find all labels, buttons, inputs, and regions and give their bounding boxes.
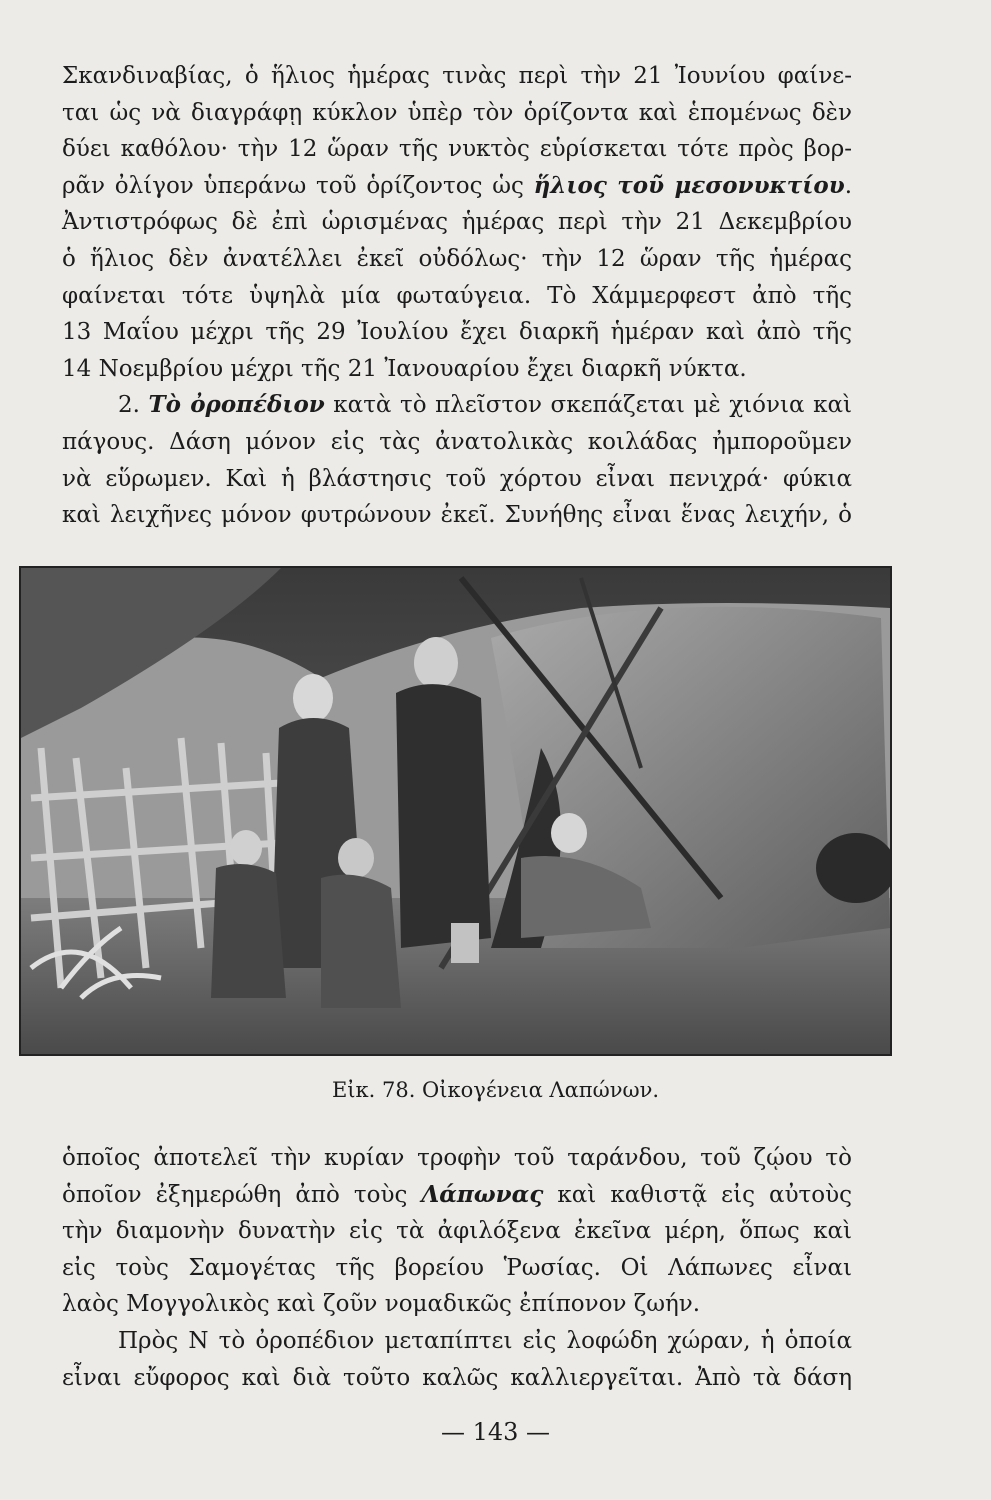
text-run: ὁποῖον ἐξημερώθη ἀπὸ τοὺς	[62, 1181, 422, 1208]
section-2-heading-line	[62, 387, 852, 424]
photo-lapp-family	[19, 566, 892, 1056]
emphasis-midnight-sun: ἥλιος τοῦ μεσονυκτίου	[533, 171, 845, 199]
text-line: φαίνεται τότε ὑψηλὰ μία φωταύγεια. Τὸ Χάμμερφεστ ἀπὸ τῆς	[62, 282, 852, 309]
text-line	[62, 168, 852, 205]
kettle	[451, 923, 479, 963]
text-block-top	[62, 58, 852, 534]
text-line: καὶ λειχῆνες μόνον φυτρώνουν ἐκεῖ. Συνήθης εἶναι ἕνας λειχήν, ὁ	[62, 502, 852, 529]
text-line: Πρὸς Ν τὸ ὀροπέδιον μεταπίπτει εἰς λοφώδη χώραν, ἡ ὁποία	[118, 1327, 852, 1354]
text-block-bottom	[62, 1140, 852, 1396]
text-line: ὁ ἥλιος δὲν ἀνατέλλει ἐκεῖ οὐδόλως· τὴν 12 ὥραν τῆς ἡμέρας	[62, 245, 852, 272]
page-number: — 143 —	[440, 1418, 551, 1446]
text-run: κατὰ τὸ πλεῖστον σκεπάζεται μὲ χιόνια καὶ	[324, 392, 853, 419]
text-line: ὁποῖος ἀποτελεῖ τὴν κυρίαν τροφὴν τοῦ ταράνδου, τοῦ ζῴου τὸ	[62, 1145, 852, 1171]
text-line: 14 Νοεμβρίου μέχρι τῆς 21 Ἰανουαρίου ἔχει διαρκῆ νύκτα.	[62, 355, 747, 382]
figure-caption: Εἰκ. 78. Οἰκογένεια Λαπώνων.	[331, 1078, 660, 1102]
emphasis-lapps: Λάπωνας	[421, 1180, 544, 1208]
photo-illustration	[21, 568, 890, 1054]
text-line: ται ὡς νὰ διαγράφῃ κύκλον ὑπὲρ τὸν ὁρίζοντα καὶ ἑπομένως δὲν	[62, 99, 852, 126]
text-line: Σκανδιναβίας, ὁ ἥλιος ἡμέρας τινὰς περὶ τὴν 21 Ἰουνίου φαίνε-	[62, 63, 852, 89]
text-line: δύει καθόλου· τὴν 12 ὥραν τῆς νυκτὸς εὑρίσκεται τότε πρὸς βορ-	[62, 136, 852, 163]
section-number: 2.	[118, 392, 149, 419]
text-line: 13 Μαΐου μέχρι τῆς 29 Ἰουλίου ἔχει διαρκῆ ἡμέραν καὶ ἀπὸ τῆς	[62, 319, 852, 346]
text-run: .	[844, 172, 852, 199]
text-run: ρᾶν ὀλίγον ὑπεράνω τοῦ ὁρίζοντος ὡς	[62, 172, 534, 199]
text-line: Ἀντιστρόφως δὲ ἐπὶ ὡρισμένας ἡμέρας περὶ τὴν 21 Δεκεμβρίου	[62, 209, 852, 236]
text-line: λαὸς Μογγολικὸς καὶ ζοῦν νομαδικῶς ἐπίπονον ζωήν.	[62, 1291, 701, 1318]
text-line: νὰ εὕρωμεν. Καὶ ἡ βλάστησις τοῦ χόρτου εἶναι πενιχρά· φύκια	[62, 465, 852, 492]
text-run: καὶ καθιστᾷ εἰς αὐτοὺς	[543, 1181, 852, 1208]
text-line	[62, 1177, 852, 1214]
text-line: τὴν διαμονὴν δυνατὴν εἰς τὰ ἀφιλόξενα ἐκεῖνα μέρη, ὅπως καὶ	[62, 1218, 852, 1245]
text-line: εἰς τοὺς Σαμογέτας τῆς βορείου Ῥωσίας. Οἱ Λάπωνες εἶναι	[62, 1254, 852, 1281]
text-line: πάγους. Δάση μόνον εἰς τὰς ἀνατολικὰς κοιλάδας ἠμποροῦμεν	[62, 428, 852, 455]
section-title: Τὸ ὀροπέδιον	[148, 391, 325, 419]
text-line: εἶναι εὔφορος καὶ διὰ τοῦτο καλῶς καλλιεργεῖται. Ἀπὸ τὰ δάση	[62, 1364, 852, 1391]
